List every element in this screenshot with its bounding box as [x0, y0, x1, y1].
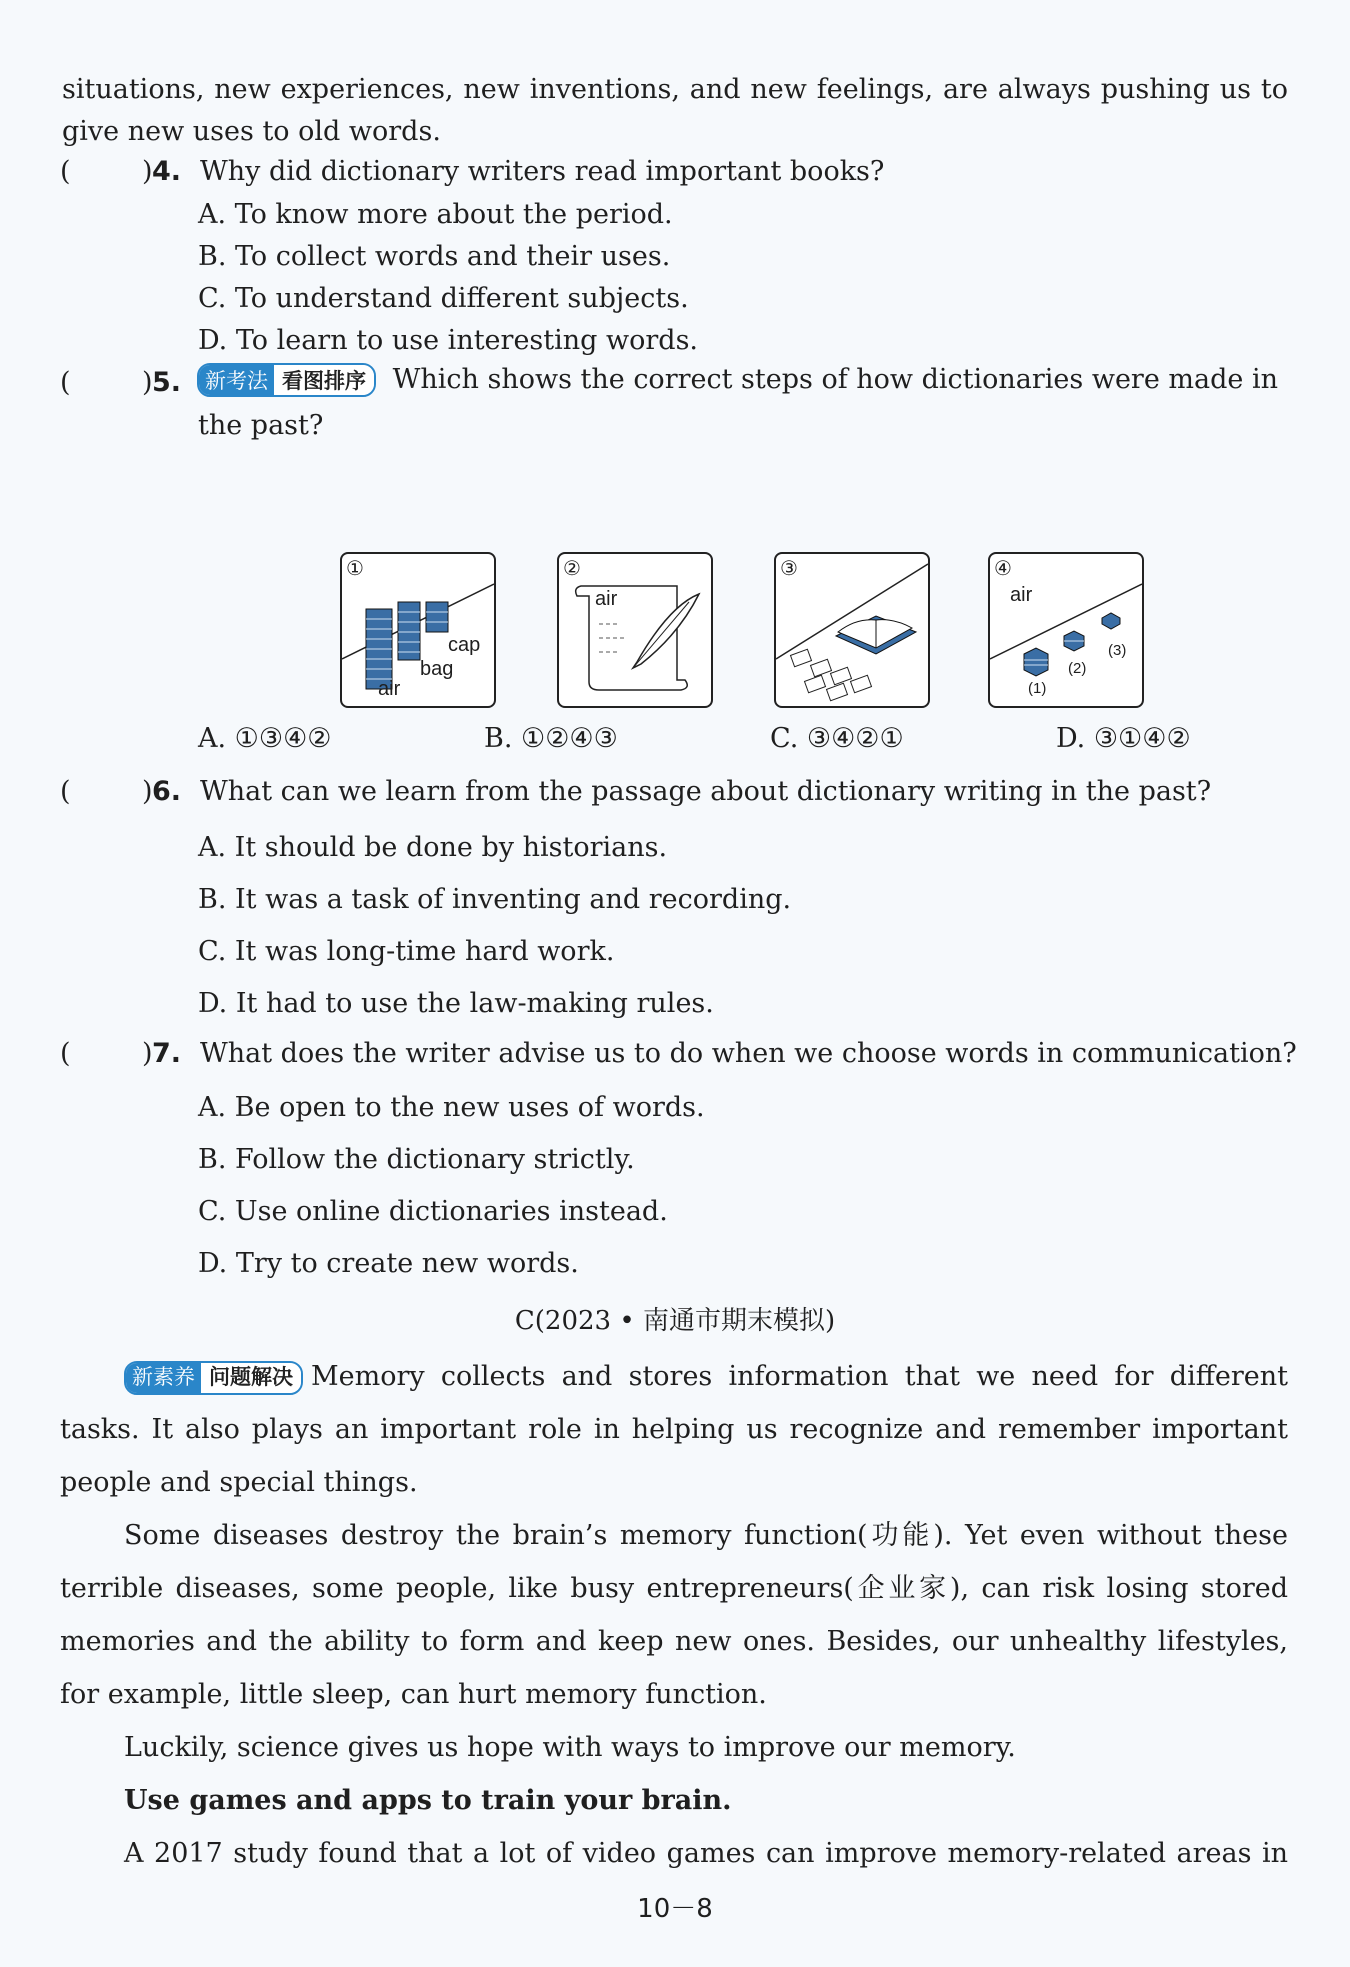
- question-text: [197, 363, 1278, 397]
- q4-option-d[interactable]: D. To learn to use interesting words.: [198, 325, 699, 356]
- q7-option-a[interactable]: A. Be open to the new uses of words.: [198, 1092, 705, 1123]
- q7-option-d[interactable]: D. Try to create new words.: [198, 1248, 579, 1279]
- section-c-p2-line2: terrible diseases, some people, like busy entrepreneurs(企业家), can risk losing stored: [60, 1573, 1288, 1604]
- answer-blank-close: ): [142, 367, 153, 398]
- section-c-p1-line2: tasks. It also plays an important role in helping us recognize and remember important: [60, 1414, 1288, 1445]
- question-number: 6.: [152, 776, 182, 807]
- picture-number: ③: [780, 556, 798, 580]
- question-text: What can we learn from the passage about dictionary writing in the past?: [200, 776, 1212, 807]
- book-cards-drawing: [776, 554, 928, 706]
- page-number: 10－8: [637, 1894, 713, 1924]
- answer-blank-open[interactable]: (: [60, 1038, 71, 1069]
- intro-line-2: give new uses to old words.: [62, 116, 441, 147]
- q5-option-b[interactable]: B. ①②④③: [484, 723, 618, 754]
- sorted-stacks-drawing: [990, 554, 1142, 706]
- stack-label-2: (2): [1068, 660, 1087, 677]
- word-air: air: [595, 588, 618, 610]
- q6-option-d[interactable]: D. It had to use the law-making rules.: [198, 988, 714, 1019]
- q5-option-d[interactable]: D. ③①④②: [1056, 723, 1191, 754]
- answer-blank-open[interactable]: (: [60, 156, 71, 187]
- question-6: [60, 776, 1290, 816]
- q7-option-c[interactable]: C. Use online dictionaries instead.: [198, 1196, 668, 1227]
- answer-blank-close: ): [142, 156, 153, 187]
- new-literacy-tag: [124, 1361, 303, 1395]
- question-5: [60, 363, 1290, 407]
- tag-category: 问题解决: [201, 1363, 301, 1393]
- q4-option-c[interactable]: C. To understand different subjects.: [198, 283, 689, 314]
- stack-label-1: (1): [1028, 680, 1047, 697]
- tag-label: 新考法: [199, 365, 274, 395]
- answer-blank-open[interactable]: (: [60, 367, 71, 398]
- card-stacks-drawing: [342, 554, 494, 706]
- section-c-p2-line3: memories and the ability to form and keep new ones. Besides, our unhealthy lifestyles,: [60, 1626, 1288, 1657]
- q4-option-b[interactable]: B. To collect words and their uses.: [198, 241, 671, 272]
- answer-blank-close: ): [142, 776, 153, 807]
- q6-option-a[interactable]: A. It should be done by historians.: [198, 832, 668, 863]
- tag-category: 看图排序: [274, 365, 374, 395]
- question-text: Why did dictionary writers read important books?: [200, 156, 885, 187]
- question-text: What does the writer advise us to do when we choose words in communication?: [200, 1038, 1297, 1069]
- section-c-subheading: Use games and apps to train your brain.: [124, 1785, 732, 1816]
- q5-option-c[interactable]: C. ③④②①: [770, 723, 904, 754]
- section-c-p4-line1: A 2017 study found that a lot of video games can improve memory-related areas in: [124, 1838, 1288, 1869]
- section-c-p3: Luckily, science gives us hope with ways to improve our memory.: [124, 1732, 1016, 1763]
- picture-4-sorted-stacks: [988, 552, 1144, 708]
- picture-number: ④: [994, 556, 1012, 580]
- section-c-p2-line1: Some diseases destroy the brain’s memory function(功能). Yet even without these: [124, 1520, 1288, 1551]
- q6-option-c[interactable]: C. It was long-time hard work.: [198, 936, 615, 967]
- q5-option-a[interactable]: A. ①③④②: [198, 723, 332, 754]
- intro-line-1: situations, new experiences, new inventions, and new feelings, are always pushing us to: [62, 74, 1288, 105]
- q4-option-a[interactable]: A. To know more about the period.: [198, 199, 673, 230]
- new-method-tag: [197, 363, 376, 397]
- word-air: air: [1010, 584, 1033, 606]
- question-5-text-line-2: the past?: [198, 410, 324, 441]
- section-c-heading: C(2023 • 南通市期末模拟): [514, 1306, 836, 1336]
- question-number: 7.: [152, 1038, 182, 1069]
- q6-option-b[interactable]: B. It was a task of inventing and recording.: [198, 884, 792, 915]
- word-bag: bag: [420, 658, 454, 680]
- word-air: air: [378, 678, 401, 700]
- tag-label: 新素养: [126, 1363, 201, 1393]
- answer-blank-close: ): [142, 1038, 153, 1069]
- word-cap: cap: [448, 634, 481, 656]
- stack-label-3: (3): [1108, 642, 1127, 659]
- section-c-p2-line4: for example, little sleep, can hurt memory function.: [60, 1679, 767, 1710]
- question-number: 4.: [152, 156, 182, 187]
- section-c-p1-line1: [124, 1350, 1288, 1403]
- picture-2-scroll-quill: [557, 552, 713, 708]
- answer-blank-open[interactable]: (: [60, 776, 71, 807]
- picture-1-card-stacks: [340, 552, 496, 708]
- q7-option-b[interactable]: B. Follow the dictionary strictly.: [198, 1144, 635, 1175]
- question-number: 5.: [152, 367, 182, 398]
- scroll-quill-drawing: [559, 554, 711, 706]
- picture-3-book-cards: [774, 552, 930, 708]
- paragraph-text: Memory collects and stores information that we need for different: [311, 1361, 1288, 1392]
- section-c-p1-line3: people and special things.: [60, 1467, 418, 1498]
- question-4: [60, 156, 1290, 196]
- question-7: [60, 1038, 1297, 1078]
- question-text-line-1: Which shows the correct steps of how dictionaries were made in: [392, 363, 1278, 395]
- picture-number: ①: [346, 556, 364, 580]
- picture-number: ②: [563, 556, 581, 580]
